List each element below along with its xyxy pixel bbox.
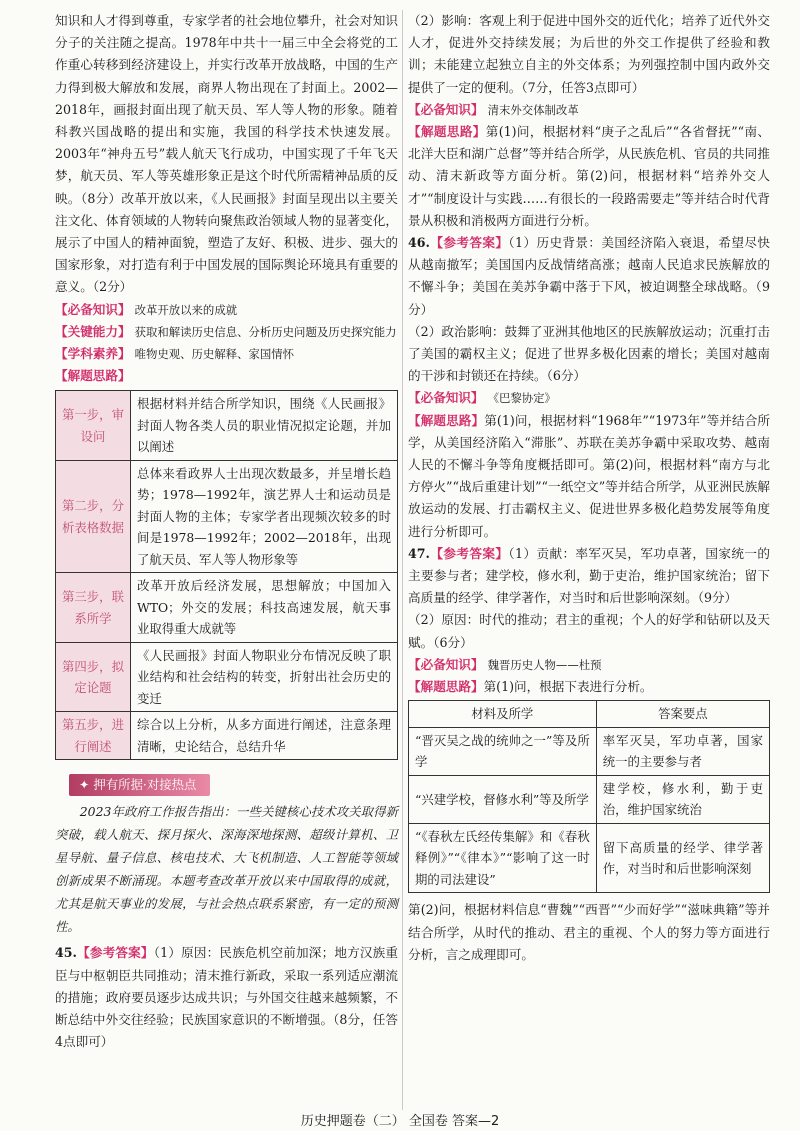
idea-tag: 【解题思路】 [408,412,485,428]
column-divider [402,10,403,1110]
table-header-row [409,701,770,728]
question-number: 46. [408,235,430,251]
table-row [56,391,398,461]
knowledge-text: 改革开放以来的成就 [134,302,238,317]
idea-tag: 【解题思路】 [408,679,484,695]
hotspot-banner [69,774,210,796]
q47-part1: （1）贡献：率军灭吴，军功卓著，国家统一的主要参与者；建学校，修水利，勤于吏治，维护国家统治；留下高质量的经学、律学著作，对当时和后世影响深刻。（9分） [408,545,771,606]
steps-table [55,390,398,760]
knowledge-line [55,299,398,321]
final-text: 第(2)问，根据材料信息“曹魏”“西晋”“少而好学”“滋味典籍”等并结合所学，从时代的推动、君主的重视、个人的努力等方面进行分析，言之成理即可。 [408,902,770,962]
step-content: 改革开放后经济发展，思想解放；中国加入WTO；外交的发展；科技高速发展，航天事业取得重大成就等 [131,573,398,643]
banner-label: 押有所据·对接热点 [93,777,197,793]
page-footer: 历史押题卷（二） 全国卷 答案—2 [300,1114,500,1129]
step-content: 根据材料并结合所学知识，围绕《人民画报》封面人物各类人员的职业情况拟定论题，并加以阐述 [131,391,398,461]
ability-tag: 【关键能力】 [55,323,131,339]
knowledge-text: 清末外交体制改革 [487,102,579,117]
k46-line [408,387,770,409]
table-cell: 建学校，修水利，勤于吏治，维护国家统治 [596,775,769,823]
table-row [56,712,398,760]
step-content: 总体来看政界人士出现次数最多，并呈增长趋势；1978—1992年，演艺界人士和运动员是封面人物的主体；专家学者出现频次较多的时间是1978—1992年；2002—2018年，出现了航天员、军人等人物形象等 [131,460,398,573]
intro-paragraph: 知识和人才得到尊重，专家学者的社会地位攀升，社会对知识分子的关注随之提高。1978年中共十一届三中全会将党的工作重心转移到经济建设上，并实行改革开放战略，中国的生产力得到极大解放和发展，商界人物出现在了封面上。2002—2018年，画报封面出现了航天员、军人等人物的形象。随着科教兴国战略的提出和实施，我国的科学技术快速发展。2003年“神舟五号”载人航天飞行成功，中国实现了千年飞天梦，航天员、军人等英雄形象正是这个时代所需精神品质的反映。（8分）改革开放以来，《人民画报》封面呈现出以主要关注文化、体育领域的人物转向聚焦政治领域人物的显著变化，展示了中国人的精神面貌，塑造了友好、积极、进步、强大的国家形象，对打造有利于中国发展的国际舆论环境具有重要的意义。（2分） [55,13,398,295]
table-cell: 率军灭吴，军功卓著，国家统一的主要参与者 [596,727,769,775]
answer-tag: 【参考答案】 [429,235,509,251]
ability-text: 获取和解读历史信息、分析历史问题及历史探究能力 [134,324,397,339]
step-label: 第三步，联系所学 [56,573,131,643]
question-number: 47. [408,545,430,561]
answer-tag: 【参考答案】 [429,545,509,561]
q46-part1: （1）历史背景：美国经济陷入衰退，希望尽快从越南撤军；美国国内反战情绪高涨；越南人民追求民族解放的不懈斗争；美国在美苏争霸中落于下风，被迫调整全球战略。（9分） [408,235,771,317]
step-content: 《人民画报》封面人物职业分布情况反映了职业结构和社会结构的转变，折射出社会历史的变迁 [131,642,398,712]
literacy-line [55,343,398,365]
i47-line [408,676,770,698]
q47-part2: （2）原因：时代的推动；君主的重视；个人的好学和钻研以及天赋。（6分） [408,612,770,650]
q46-part2: （2）政治影响：鼓舞了亚洲其他地区的民族解放运动；沉重打击了美国的霸权主义；促进了世界多极化因素的增长；美国对越南的干涉和封锁还在持续。（6分） [408,323,770,384]
table-cell: “晋灭吴之战的统帅之一”等及所学 [409,727,597,775]
i46-line [408,410,770,543]
step-label: 第四步，拟定论题 [56,642,131,712]
idea-text: 第(1)问，根据材料“庚子之乱后”“各省督抚”“南、北洋大臣和湖广总督”等并结合所学，从民族危机、官员的共同推动、清末新政等方面分析。第(2)问，根据材料“培养外交人才”“制度设计与实践……有很长的一段路需要走”等并结合时代背景从积极和消极两方面进行分析。 [408,124,771,228]
column-header: 材料及所学 [409,701,597,728]
table-cell: “《春秋左氏经传集解》和《春秋释例》”“《律本》”“影响了这一时期的司法建设” [409,823,597,893]
q45-part2: （2）影响：客观上利于促进中国外交的近代化；培养了近代外交人才，促进外交持续发展；为后世的外交工作提供了经验和教训；未能建立起独立自主的外交体系；为列强控制中国内政外交提供了一定的便利。（7分，任答3点即可） [408,13,770,95]
hotspot-paragraph: 2023年政府工作报告指出：一些关键核心技术攻关取得新突破，载人航天、探月探火、深海深地探测、超级计算机、卫星导航、量子信息、核电技术、大飞机制造、人工智能等领域创新成果不断涌现。本题考查改革开放以来中国取得的成就，尤其是航天事业的发展，与社会热点联系紧密，有一定的预测性。 [55,804,398,935]
i45-line [408,121,770,232]
ability-line [55,321,398,343]
answer-tag: 【参考答案】 [76,945,154,961]
knowledge-tag: 【必备知识】 [408,656,484,672]
analysis-table [408,700,770,893]
step-label: 第二步，分析表格数据 [56,460,131,573]
literacy-tag: 【学科素养】 [55,346,131,362]
table-row [409,823,770,893]
q46-answer-1 [408,232,770,321]
idea-text: 第(1)问，根据材料“1968年”“1973年”等并结合所学，从美国经济陷入“滞胀”、苏联在美苏争霸中采取攻势、越南人民的不懈斗争等角度概括即可。第(2)问，根据材料“南方与北方停火”“战后重建计划”“一纸空文”等并结合所学，从亚洲民族解放运动的发展、打击霸权主义、促进世界多极化趋势发展等角度进行分析即可。 [408,412,770,539]
idea-tag: 【解题思路】 [408,124,486,140]
idea-text: 第(1)问，根据下表进行分析。 [483,679,653,695]
q45-answer [55,942,398,1053]
step-content: 综合以上分析，从多方面进行阐述，注意条理清晰，史论结合，总结升华 [131,712,398,760]
k45-line [408,99,770,121]
table-row [56,460,398,573]
question-number: 45. [55,945,77,961]
column-header: 答案要点 [596,701,769,728]
literacy-text: 唯物史观、历史解释、家国情怀 [134,347,295,362]
idea-tag: 【解题思路】 [55,368,131,384]
table-row [56,573,398,643]
knowledge-tag: 【必备知识】 [408,390,484,406]
table-cell: “兴建学校，督修水利”等及所学 [409,775,597,823]
knowledge-text: 魏晋历史人物——杜预 [487,657,602,672]
table-cell: 留下高质量的经学、律学著作，对当时和后世影响深刻 [596,823,769,893]
table-row [409,775,770,823]
idea-line [55,365,398,387]
knowledge-tag: 【必备知识】 [55,301,131,317]
left-column [55,10,398,1053]
knowledge-tag: 【必备知识】 [408,101,484,117]
k47-line [408,654,770,676]
table-row [56,642,398,712]
table-row [409,727,770,775]
q45-part1: （1）原因：民族危机空前加深；地方汉族重臣与中枢朝臣共同推动；清末推行新政，采取一系列适应潮流的措施；政府要员逐步达成共识；与外国交往越来越频繁，不断总结中外交往经验；民族国家意识的不断增强。（8分，任答4点即可） [55,945,398,1050]
step-label: 第一步，审设问 [56,391,131,461]
right-column [408,10,770,966]
q47-answer-1 [408,543,770,610]
step-label: 第五步，进行阐述 [56,712,131,760]
sparkle-icon: ✦ [79,777,94,793]
knowledge-text: 《巴黎协定》 [487,391,556,406]
